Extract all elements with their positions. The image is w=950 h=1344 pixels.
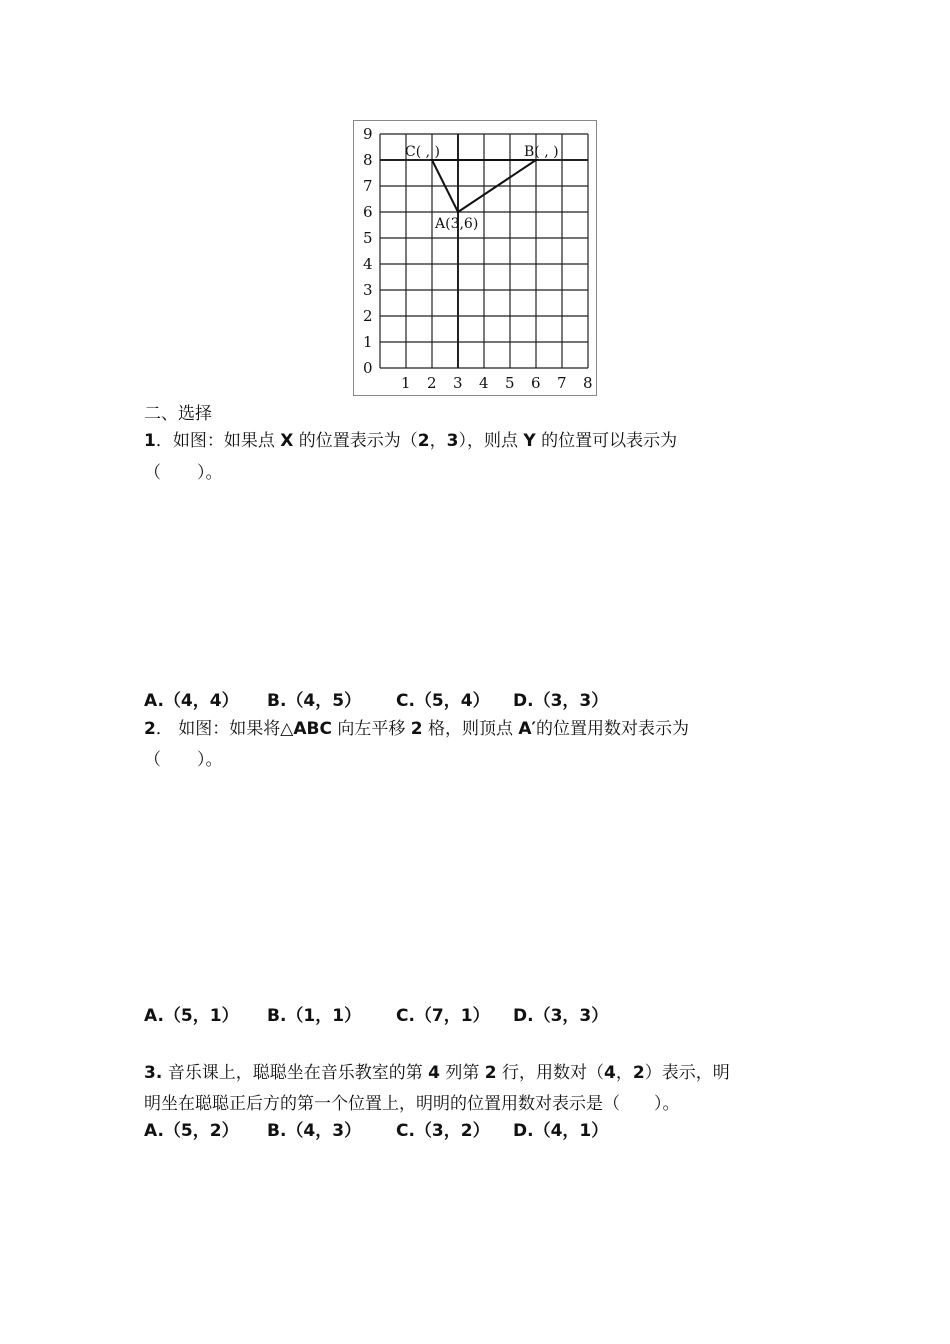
option-c[interactable]: C.（5，4） xyxy=(396,691,490,711)
question-2-line-1 xyxy=(144,716,689,742)
y-tick-label: 1 xyxy=(363,333,373,351)
triangle-name: △ABC xyxy=(280,719,332,739)
y-tick-label: 4 xyxy=(363,255,373,273)
column-number: 4 xyxy=(428,1063,440,1083)
question-2-text-a: ． 如图：如果将 xyxy=(155,719,281,739)
answer-paren-close: ）。 xyxy=(197,750,223,770)
question-2-text-d: 的位置用数对表示为 xyxy=(536,719,690,739)
coordinate-grid-figure xyxy=(353,120,597,396)
question-2-text-c: 格，则顶点 xyxy=(422,719,519,739)
answer-paren-open: （ xyxy=(144,463,161,483)
question-3-number: 3. xyxy=(144,1063,163,1083)
row-number: 2 xyxy=(484,1063,497,1083)
point-a-label: A(3,6) xyxy=(435,216,479,232)
x-tick-label: 6 xyxy=(531,374,541,392)
question-1-text-b: 的位置表示为（ xyxy=(293,431,418,451)
x-tick-label: 4 xyxy=(479,374,489,392)
question-1-number: 1 xyxy=(144,431,156,451)
option-c[interactable]: C.（7，1） xyxy=(396,1006,490,1026)
question-3-text-b: 列第 xyxy=(439,1063,485,1083)
question-3-text-a: 音乐课上，聪聪坐在音乐教室的第 xyxy=(162,1063,429,1083)
section-title: 二、选择 xyxy=(144,404,212,424)
option-d[interactable]: D.（3，3） xyxy=(513,691,609,711)
question-3-text-c: 行，用数对（ xyxy=(496,1063,605,1083)
y-tick-label: 5 xyxy=(363,229,373,247)
x-tick-label: 3 xyxy=(453,374,463,392)
option-a[interactable]: A.（4，4） xyxy=(144,691,239,711)
x-coord-1: 2 xyxy=(417,431,430,451)
answer-paren-close: ）。 xyxy=(197,463,223,483)
x-coord-2: 3 xyxy=(446,431,459,451)
pair-value-2: 2 xyxy=(632,1063,645,1083)
option-a[interactable]: A.（5，2） xyxy=(144,1121,239,1141)
point-y-name: Y xyxy=(523,431,536,451)
question-3-comma: ， xyxy=(615,1063,633,1083)
option-c[interactable]: C.（3，2） xyxy=(396,1121,490,1141)
y-tick-label: 2 xyxy=(363,307,373,325)
y-tick-label: 6 xyxy=(363,203,373,221)
coordinate-grid-svg xyxy=(353,120,597,396)
point-c-label: C( , ) xyxy=(405,144,440,160)
y-tick-label: 8 xyxy=(363,151,373,169)
shift-amount: 2 xyxy=(410,719,423,739)
question-1-line-1 xyxy=(144,428,677,454)
question-1-text-a: ．如图：如果点 xyxy=(155,431,281,451)
y-tick-label: 7 xyxy=(363,177,373,195)
option-b[interactable]: B.（1，1） xyxy=(267,1006,362,1026)
question-2-number: 2 xyxy=(144,719,156,739)
x-tick-label: 2 xyxy=(427,374,437,392)
option-b[interactable]: B.（4，3） xyxy=(267,1121,362,1141)
option-a[interactable]: A.（5，1） xyxy=(144,1006,239,1026)
x-tick-label: 5 xyxy=(505,374,515,392)
question-3-line-2: 明坐在聪聪正后方的第一个位置上，明明的位置用数对表示是（ ）。 xyxy=(144,1094,680,1114)
x-tick-label: 8 xyxy=(583,374,593,392)
point-x-name: X xyxy=(280,431,294,451)
question-1-text-d: 的位置可以表示为 xyxy=(535,431,678,451)
x-tick-label: 7 xyxy=(557,374,567,392)
question-1-comma: ， xyxy=(429,431,447,451)
question-3-text-d: ）表示，明 xyxy=(644,1063,730,1083)
option-d[interactable]: D.（4，1） xyxy=(513,1121,609,1141)
option-d[interactable]: D.（3，3） xyxy=(513,1006,609,1026)
y-tick-label: 3 xyxy=(363,281,373,299)
question-3-line-1 xyxy=(144,1060,730,1086)
question-2-text-b: 向左平移 xyxy=(331,719,411,739)
pair-value-1: 4 xyxy=(604,1063,616,1083)
point-b-label: B( , ) xyxy=(524,144,559,160)
x-tick-label: 1 xyxy=(401,374,411,392)
y-tick-label: 9 xyxy=(363,125,373,143)
question-1-text-c: ），则点 xyxy=(458,431,524,451)
y-tick-label: 0 xyxy=(363,359,373,377)
answer-paren-open: （ xyxy=(144,750,161,770)
option-b[interactable]: B.（4，5） xyxy=(267,691,362,711)
point-a-prime: A′ xyxy=(518,719,537,739)
question-2-line-2 xyxy=(144,747,223,773)
question-1-line-2 xyxy=(144,460,223,486)
